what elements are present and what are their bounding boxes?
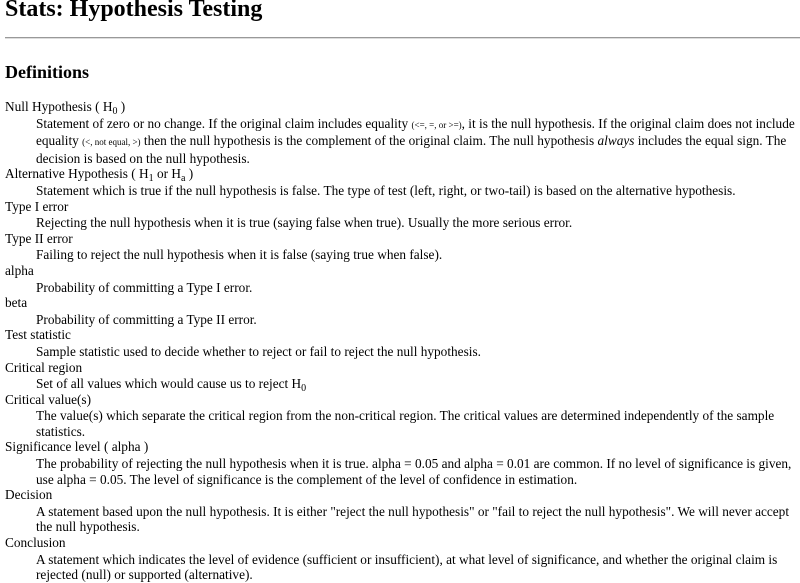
section-heading: Definitions (5, 62, 90, 82)
text-segment: Failing to reject the null hypothesis when it is false (saying true when false). (36, 247, 443, 263)
definition-term (5, 487, 797, 503)
text-segment: Probability of committing a Type II error. (36, 311, 257, 327)
definition-term (5, 166, 797, 185)
text-segment: , it is the null hypothesis. If the original claim does not include equality (36, 115, 795, 149)
definition-term (5, 199, 797, 215)
definition-description (36, 214, 797, 231)
text-segment: Probability of committing a Type I error. (36, 279, 253, 295)
subscript: 0 (112, 106, 118, 117)
text-segment: Statement which is true if the null hypothesis is false. The type of test (left, right, or two-tail) is based on the alternative hypothesis. (36, 182, 736, 198)
definition-term (5, 535, 797, 551)
text-segment: (<, not equal, >) (82, 137, 141, 148)
text-segment: A statement based upon the null hypothesis. It is either "reject the null hypothesis" or "fail to reject the null hypothesis". We will never accept the null hypothesis. (36, 503, 790, 535)
definition-description (36, 503, 797, 535)
definition-description (36, 375, 797, 395)
definition-description (36, 343, 797, 360)
page-title: Stats: Hypothesis Testing (5, 0, 263, 22)
definition-description (36, 115, 797, 167)
definition-description (36, 551, 797, 583)
text-segment: Type I error (5, 198, 69, 214)
definition-description (36, 311, 797, 328)
subscript: a (180, 173, 186, 185)
definition-term (5, 231, 797, 247)
definition-term (5, 295, 797, 311)
definition-term (5, 263, 797, 279)
text-segment: beta (5, 295, 28, 311)
definition-description (36, 246, 797, 263)
text-segment: or H (153, 166, 181, 182)
text-segment: Statement of zero or no change. If the original claim includes equality (36, 115, 412, 131)
text-segment: Test statistic (5, 327, 71, 343)
text-segment: then the null hypothesis is the complement of the original claim. The null hypothesis (140, 133, 598, 149)
text-segment: Critical value(s) (5, 391, 92, 407)
text-segment: Significance level ( alpha ) (5, 439, 149, 455)
definition-term (5, 327, 797, 343)
text-segment: The probability of rejecting the null hypothesis when it is true. alpha = 0.05 and alpha = 0.01 are common. If no level of significance is given, use alpha = 0.05. The level of significance is the complement of the level of confidence in estimation. (36, 456, 792, 487)
definitions-list (5, 99, 797, 583)
definition-term (5, 360, 797, 376)
text-segment: Set of all values which would cause us to reject H (36, 376, 302, 392)
text-segment: (<=, =, or >=) (411, 119, 462, 130)
divider (5, 37, 800, 39)
text-segment: Decision (5, 487, 53, 503)
text-segment: Alternative Hypothesis ( H (5, 166, 149, 182)
definition-term (5, 439, 797, 455)
definition-description (36, 407, 797, 439)
definition-term (5, 392, 797, 408)
text-segment: ) (117, 99, 126, 114)
definition-term (5, 99, 797, 115)
text-segment: Sample statistic used to decide whether to reject or fail to reject the null hypothesis. (36, 343, 481, 359)
definition-description (36, 455, 797, 487)
text-segment: Type II error (5, 230, 73, 246)
text-segment: alpha (5, 262, 34, 278)
text-segment: Conclusion (5, 535, 66, 551)
definition-description (36, 279, 797, 296)
text-segment: Critical region (5, 359, 83, 375)
text-segment: Rejecting the null hypothesis when it is true (saying false when true). Usually the more serious error. (36, 215, 573, 231)
text-segment: includes the equal sign. The decision is based on the null hypothesis. (36, 133, 787, 166)
subscript: 0 (301, 383, 307, 395)
text-segment: Null Hypothesis ( H (5, 99, 113, 114)
definition-description (36, 182, 797, 199)
text-segment: The value(s) which separate the critical region from the non-critical region. The critical values are determined independently of the sample statistics. (36, 408, 775, 439)
text-segment: always (597, 133, 635, 149)
text-segment: ) (185, 166, 194, 182)
text-segment: A statement which indicates the level of evidence (sufficient or insufficient), at what level of significance, and whether the original claim is rejected (null) or supported (alternative). (36, 551, 778, 583)
subscript: 1 (148, 173, 154, 185)
